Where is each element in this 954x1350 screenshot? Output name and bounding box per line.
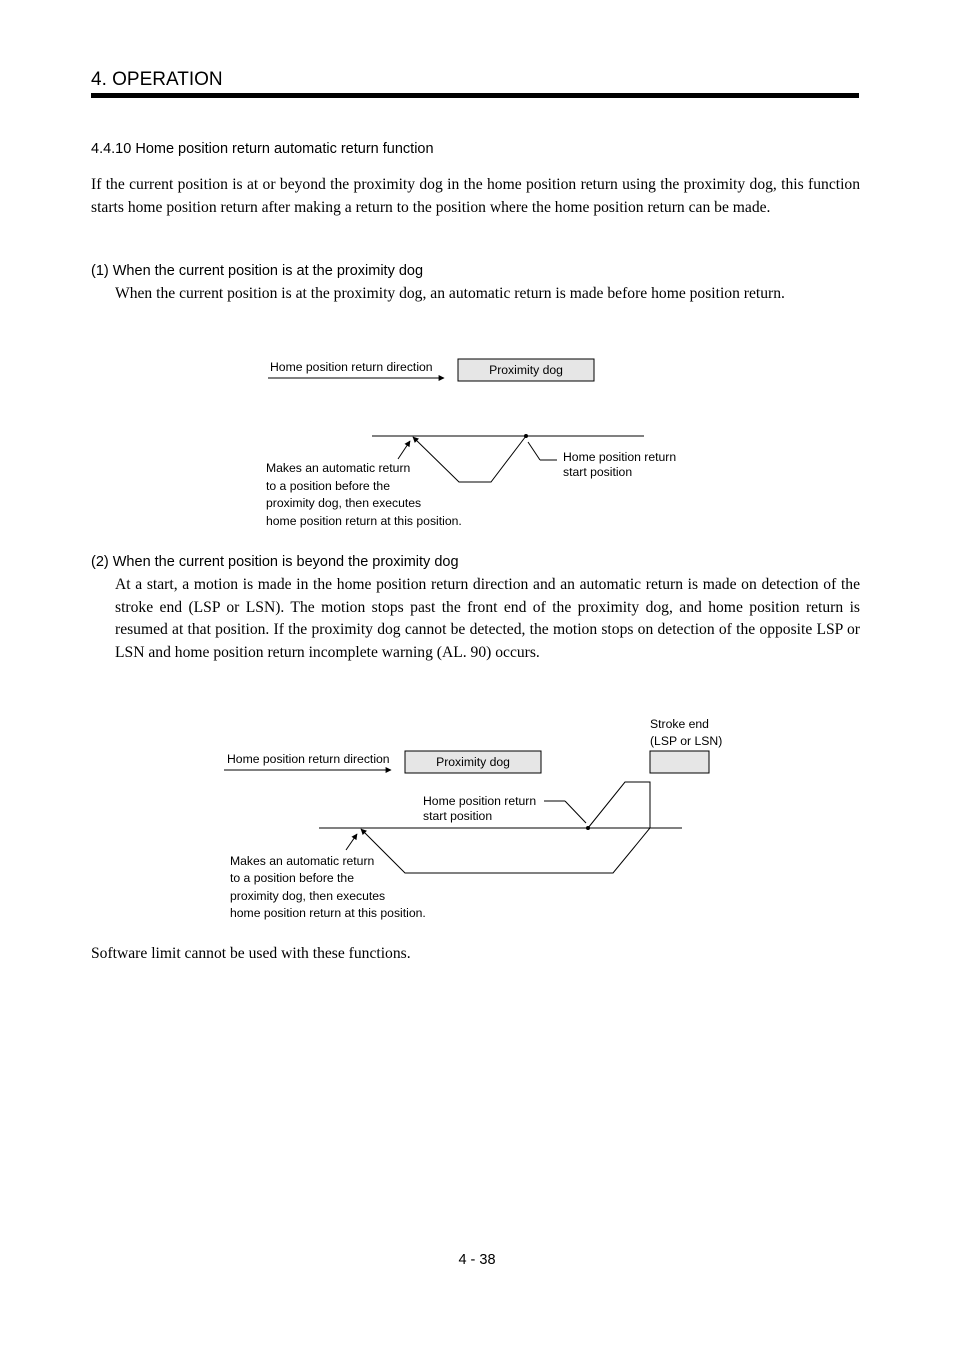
return-label-2-line4: home position return at this position. <box>230 906 426 920</box>
direction-label-2: Home position return direction <box>227 752 390 766</box>
proximity-dog-label: Proximity dog <box>489 363 563 377</box>
direction-label: Home position return direction <box>270 360 433 374</box>
start-label-2-line2: start position <box>423 809 493 823</box>
start-label-line1: Home position return <box>563 450 677 464</box>
start-point <box>524 434 528 438</box>
start-leader-2 <box>565 801 586 823</box>
start-label-line2: start position <box>563 465 633 479</box>
return-leader <box>398 441 410 459</box>
return-label-line2: to a position before the <box>266 479 390 493</box>
return-label-line4: home position return at this position. <box>266 514 462 528</box>
return-label-2-line2: to a position before the <box>230 871 354 885</box>
intro-paragraph: If the current position is at or beyond the proximity dog in the home position return using the proximity dog, this function starts home position return after making a return to the position where the home position return can be made. <box>91 176 860 216</box>
stroke-label-line1: Stroke end <box>650 717 709 731</box>
start-point-2 <box>586 826 590 830</box>
case2-paragraph: At a start, a motion is made in the home position return direction and an automatic return is made on detection of the stroke end (LSP or LSN). The motion stops past the front end of the proximity dog, and home position return is resumed at that position. If the proximity dog cannot be detected, the motion stops on detection of the opposite LSP or LSN and home position return incomplete warning (AL. 90) occurs. <box>115 576 860 661</box>
note-text: Software limit cannot be used with these functions. <box>91 945 411 962</box>
start-label-2-line1: Home position return <box>423 794 537 808</box>
case1-title: (1) When the current position is at the proximity dog <box>91 263 424 279</box>
case2-title: (2) When the current position is beyond the proximity dog <box>91 554 459 570</box>
section-title: 4.4.10 Home position return automatic return function <box>91 141 434 157</box>
return-label-2-line1: Makes an automatic return <box>230 854 375 868</box>
return-leader-2 <box>346 834 357 850</box>
start-leader <box>528 442 540 460</box>
motion-path <box>413 436 526 482</box>
stroke-label-line2: (LSP or LSN) <box>650 734 723 748</box>
case1-paragraph: When the current position is at the proximity dog, an automatic return is made before home position return. <box>115 285 785 302</box>
page-number: 4 - 38 <box>458 1252 496 1268</box>
stroke-end-box <box>650 751 709 773</box>
return-label-line1: Makes an automatic return <box>266 461 411 475</box>
return-label-line3: proximity dog, then executes <box>266 496 422 510</box>
proximity-dog-label-2: Proximity dog <box>436 755 510 769</box>
return-label-2-line3: proximity dog, then executes <box>230 889 386 903</box>
chapter-title: 4. OPERATION <box>91 69 223 90</box>
